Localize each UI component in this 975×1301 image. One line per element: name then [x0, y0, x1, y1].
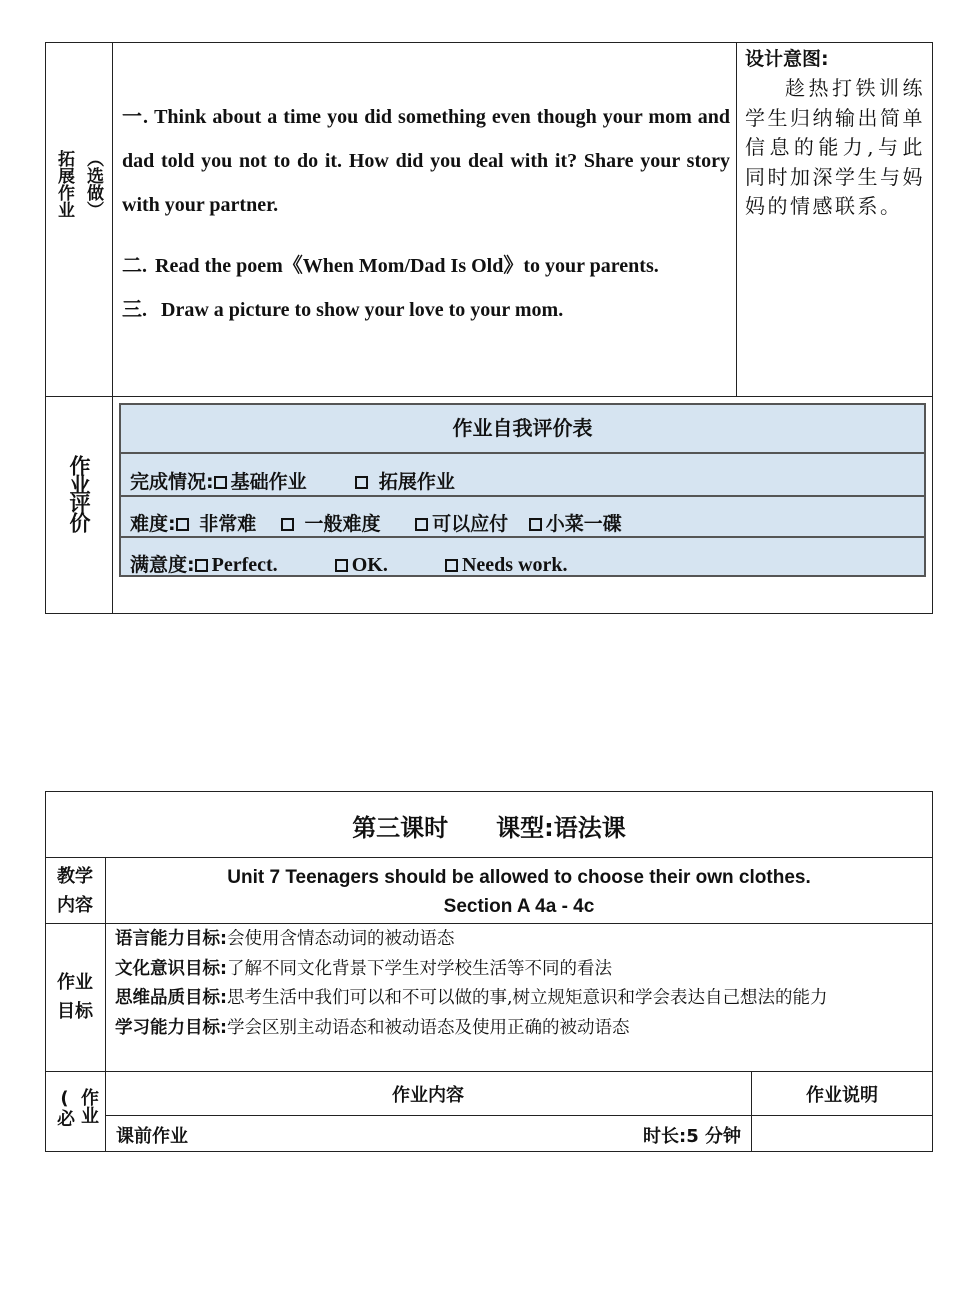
completion-row: 完成情况: 基础作业 拓展作业	[130, 471, 455, 493]
goal-culture: 文化意识目标:了解不同文化背景下学生对学校生活等不同的看法	[115, 958, 612, 979]
task-2: 二. Read the poem《When Mom/Dad Is Old》to your parents.	[122, 255, 659, 277]
checkbox-icon[interactable]	[195, 559, 208, 572]
task-list	[122, 95, 730, 332]
checkbox-icon[interactable]	[355, 476, 368, 489]
goal-thinking: 思维品质目标:思考生活中我们可以和不可以做的事,树立规矩意识和学会表达自己想法的能力	[115, 988, 828, 1008]
checkbox-icon[interactable]	[415, 518, 428, 531]
checkbox-icon[interactable]	[176, 518, 189, 531]
extension-homework-label: 拓展作业 （选做）	[54, 150, 103, 218]
checkbox-icon[interactable]	[335, 559, 348, 572]
goal-learning: 学习能力目标:学会区别主动语态和被动语态及使用正确的被动语态	[115, 1017, 630, 1038]
design-intent-title: 设计意图:	[745, 48, 829, 70]
checkbox-icon[interactable]	[214, 476, 227, 489]
required-homework-label: 作业(必	[54, 1088, 99, 1127]
homework-goals	[115, 925, 927, 1043]
lesson-title: 第三课时 课型:语法课	[352, 814, 626, 842]
pre-class-homework: 课前作业	[116, 1126, 188, 1147]
checkbox-icon[interactable]	[445, 559, 458, 572]
checkbox-icon[interactable]	[281, 518, 294, 531]
homework-content-header: 作业内容	[392, 1085, 464, 1106]
homework-goal-label: 作业目标	[57, 972, 93, 1022]
task-3: 三. Draw a picture to show your love to your mom.	[122, 299, 564, 321]
satisfaction-row: 满意度: Perfect. OK. Needs work.	[130, 554, 568, 576]
evaluation-label: 作业评价	[67, 455, 91, 531]
design-intent	[745, 44, 925, 222]
design-intent-text: 趁热打铁训练学生归纳输出简单信息的能力,与此同时加深学生与妈妈的情感联系。	[745, 76, 925, 218]
difficulty-row: 难度: 非常难 一般难度 可以应付 小菜一碟	[130, 513, 622, 535]
goal-language: 语言能力目标:会使用含情态动词的被动语态	[115, 929, 455, 949]
teaching-content-label: 教学内容	[57, 866, 93, 916]
self-evaluation-title: 作业自我评价表	[452, 416, 593, 440]
duration: 时长:5 分钟	[643, 1126, 741, 1147]
checkbox-icon[interactable]	[529, 518, 542, 531]
task-1: 一. Think about a time you did something even though your mom and dad told you not to do it. How did you deal with it? Share your story with your partner.	[122, 106, 731, 216]
teaching-content: Unit 7 Teenagers should be allowed to choose their own clothes. Section A 4a - 4c	[227, 867, 811, 917]
homework-note-header: 作业说明	[806, 1085, 878, 1106]
